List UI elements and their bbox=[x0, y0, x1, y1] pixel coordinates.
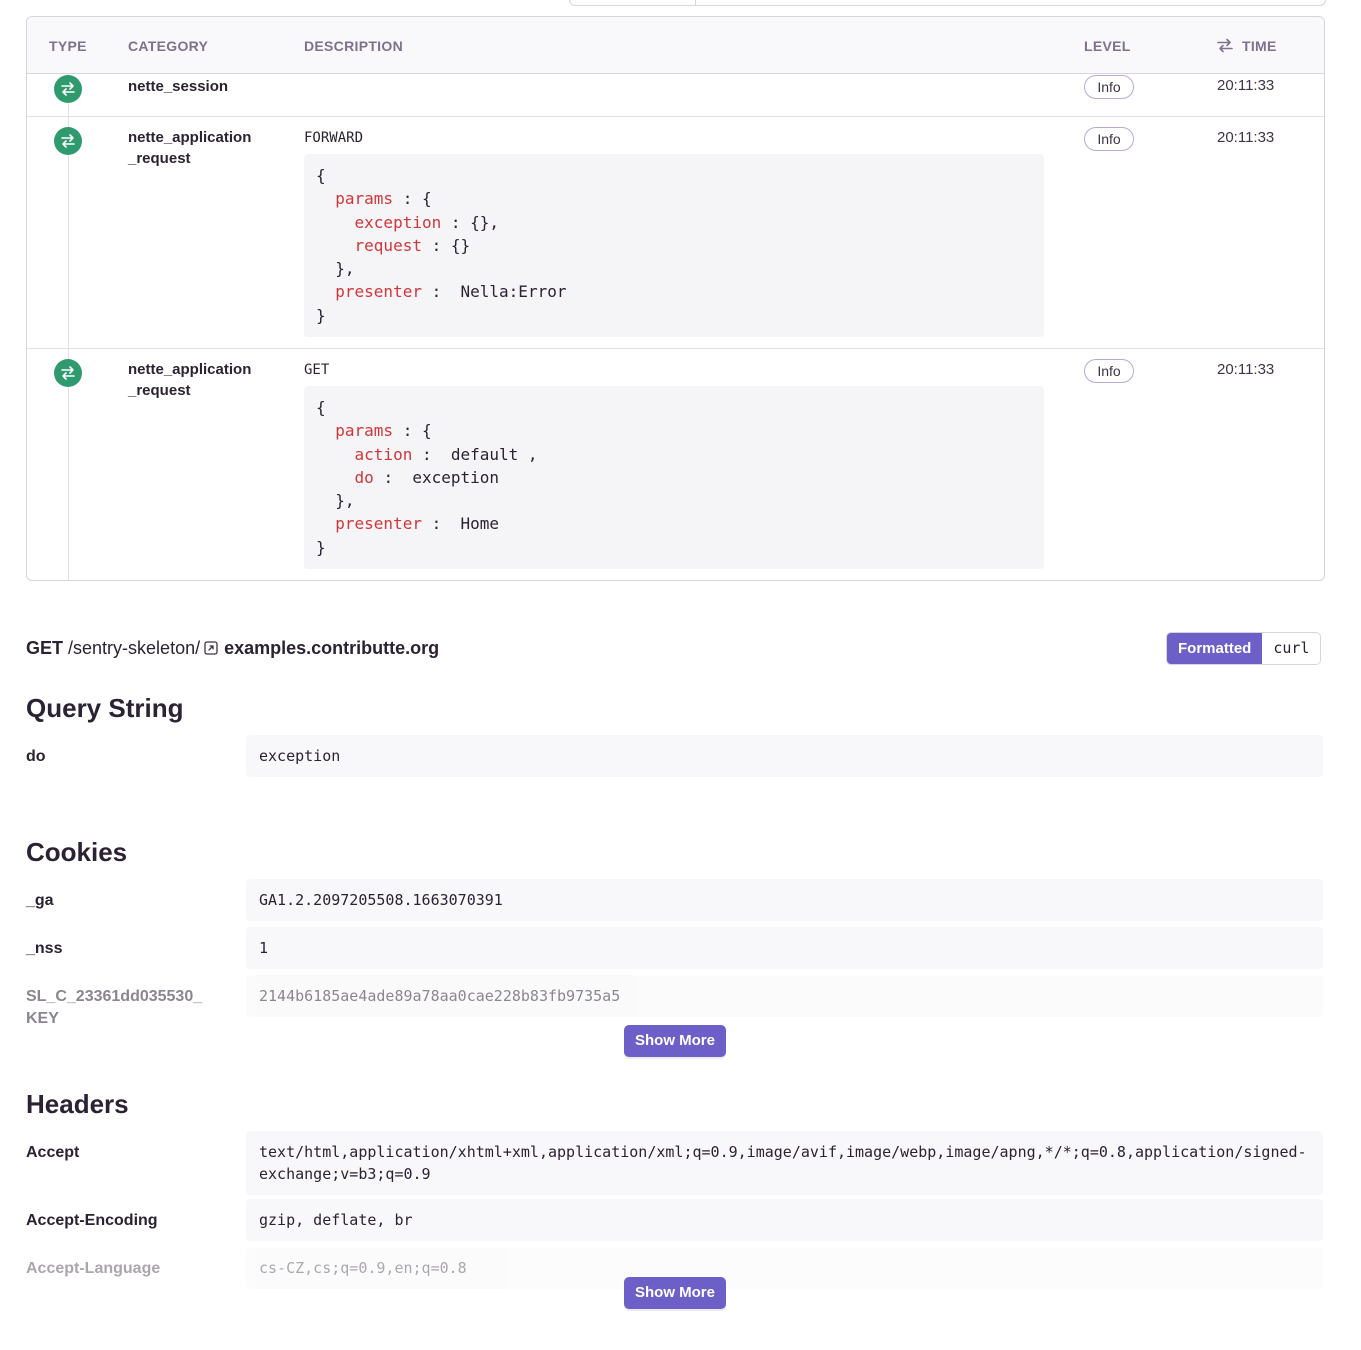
level-badge: Info bbox=[1084, 359, 1134, 383]
cookie-value: 1 bbox=[246, 927, 1323, 969]
cookies-title: Cookies bbox=[26, 837, 128, 867]
query-key: do bbox=[26, 748, 46, 765]
query-value: exception bbox=[246, 735, 1323, 777]
level-badge: Info bbox=[1084, 75, 1134, 99]
column-level: LEVEL bbox=[1084, 38, 1131, 54]
cookie-key-line: KEY bbox=[26, 1010, 59, 1027]
external-link-icon[interactable] bbox=[204, 641, 218, 655]
code-value: : { bbox=[402, 189, 432, 209]
header-value-line: text/html,application/xhtml+xml,application/xml;q=0.9,image/avif,image/webp,image/apng,*/*;q=0.8,application/signed- bbox=[259, 1143, 1307, 1161]
column-time[interactable]: TIME bbox=[1242, 38, 1277, 54]
request-format-toggle bbox=[1166, 632, 1321, 665]
swap-icon bbox=[54, 75, 82, 103]
cookies-show-more-button[interactable]: Show More bbox=[624, 1025, 726, 1057]
code-value: : {} bbox=[431, 235, 471, 255]
query-string-title: Query String bbox=[26, 693, 184, 723]
code-key: request bbox=[354, 235, 422, 255]
code-value: : Nella:Error bbox=[431, 282, 567, 302]
category-line: nette_application bbox=[128, 361, 252, 378]
code-key: presenter bbox=[335, 282, 422, 302]
headers-title: Headers bbox=[26, 1089, 129, 1119]
code-value: : exception bbox=[383, 467, 500, 487]
header-value-line: exchange;v=b3;q=0.9 bbox=[259, 1165, 431, 1183]
column-description: DESCRIPTION bbox=[304, 38, 403, 54]
code-value: : Home bbox=[431, 514, 500, 534]
request-method: GET bbox=[26, 638, 64, 658]
code-value: }, bbox=[335, 259, 355, 279]
cookie-key: _nss bbox=[26, 940, 63, 957]
headers-show-more-button[interactable]: Show More bbox=[624, 1277, 726, 1309]
code-key: exception bbox=[354, 212, 442, 232]
category-line: nette_application bbox=[128, 129, 252, 146]
breadcrumb-category bbox=[128, 359, 298, 401]
sort-swap-icon[interactable] bbox=[1217, 38, 1233, 53]
request-line bbox=[26, 638, 439, 659]
cookie-value: 2144b6185ae4ade89a78aa0cae228b83fb9735a5 bbox=[246, 975, 1323, 1017]
breadcrumb-time: 20:11:33 bbox=[1217, 361, 1275, 378]
cookie-value: GA1.2.2097205508.1663070391 bbox=[246, 879, 1323, 921]
code-key: action bbox=[354, 444, 413, 464]
breadcrumb-category: nette_session bbox=[128, 78, 229, 95]
category-line: _request bbox=[128, 382, 191, 399]
code-brace: } bbox=[316, 305, 326, 325]
request-path: /sentry-skeleton/ bbox=[68, 638, 201, 658]
code-brace: { bbox=[316, 398, 326, 417]
cookie-key: _ga bbox=[26, 892, 54, 909]
header-key: Accept-Language bbox=[26, 1260, 161, 1277]
cookie-key-line: SL_C_23361dd035530_ bbox=[26, 988, 203, 1005]
code-value: }, bbox=[335, 491, 355, 511]
code-key: params bbox=[335, 421, 394, 441]
header-value bbox=[246, 1131, 1323, 1195]
toolbar-divider bbox=[695, 0, 696, 5]
breadcrumb-row bbox=[27, 349, 1324, 580]
breadcrumb-time: 20:11:33 bbox=[1217, 77, 1275, 94]
code-value: : { bbox=[402, 421, 432, 441]
column-type: TYPE bbox=[49, 38, 87, 54]
header-value: cs-CZ,cs;q=0.9,en;q=0.8 bbox=[246, 1247, 1323, 1289]
code-value: : {}, bbox=[450, 212, 500, 232]
breadcrumb-message: FORWARD bbox=[304, 130, 364, 146]
request-host[interactable]: examples.contributte.org bbox=[224, 638, 440, 658]
code-key: do bbox=[354, 467, 374, 487]
code-brace: } bbox=[316, 537, 326, 557]
breadcrumb-message: GET bbox=[304, 362, 330, 378]
breadcrumb-data-block bbox=[304, 386, 1044, 569]
top-toolbar-fragment bbox=[569, 0, 1326, 6]
curl-button[interactable]: curl bbox=[1262, 633, 1320, 664]
swap-icon bbox=[54, 359, 82, 387]
breadcrumbs-header bbox=[27, 17, 1324, 74]
swap-icon bbox=[54, 127, 82, 155]
cookie-key bbox=[26, 986, 236, 1030]
code-value: : default , bbox=[421, 444, 538, 464]
header-key: Accept bbox=[26, 1144, 80, 1161]
code-key: presenter bbox=[335, 514, 422, 534]
code-brace: { bbox=[316, 166, 326, 185]
breadcrumb-time: 20:11:33 bbox=[1217, 129, 1275, 146]
breadcrumbs-panel bbox=[26, 16, 1325, 581]
breadcrumb-data-block bbox=[304, 154, 1044, 337]
header-key: Accept-Encoding bbox=[26, 1212, 158, 1229]
breadcrumb-row bbox=[27, 74, 1324, 117]
breadcrumb-category bbox=[128, 127, 298, 169]
level-badge: Info bbox=[1084, 127, 1134, 151]
column-category: CATEGORY bbox=[128, 38, 209, 54]
code-key: params bbox=[335, 189, 394, 209]
category-line: _request bbox=[128, 150, 191, 167]
breadcrumb-row bbox=[27, 117, 1324, 349]
formatted-button[interactable]: Formatted bbox=[1167, 633, 1262, 664]
header-value: gzip, deflate, br bbox=[246, 1199, 1323, 1241]
